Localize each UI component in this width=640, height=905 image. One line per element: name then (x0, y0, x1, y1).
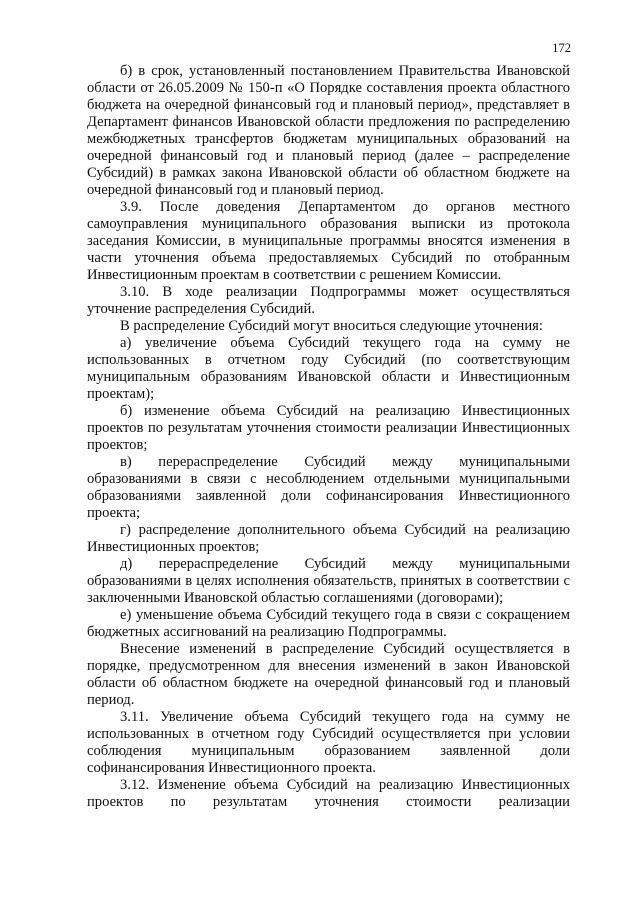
list-item-e: е) уменьшение объема Субсидий текущего года в связи с сокращением бюджетных ассигнований на реализацию Подпрограммы. (87, 607, 570, 640)
page-number: 172 (552, 41, 571, 55)
paragraph-3-11: 3.11. Увеличение объема Субсидий текущего года на сумму не использованных в отчетном году Субсидий осуществляется при условии соблюдения муниципальным образованием заявленной доли софинансирования Инвестиционного проекта. (87, 709, 570, 776)
list-item-b: б) изменение объема Субсидий на реализацию Инвестиционных проектов по результатам уточнения стоимости реализации Инвестиционных проектов; (87, 403, 570, 453)
document-body (87, 63, 570, 811)
paragraph-changes-procedure: Внесение изменений в распределение Субсидий осуществляется в порядке, предусмотренном для внесения изменений в закон Ивановской области об областном бюджете на очередной финансовый год и плановый период. (87, 641, 570, 708)
paragraph-3-10: 3.10. В ходе реализации Подпрограммы может осуществляться уточнение распределения Субсидий. (87, 284, 570, 317)
list-item-a: а) увеличение объема Субсидий текущего года на сумму не использованных в отчетном году Субсидий (по соответствующим муниципальным образованиям Ивановской области и Инвестиционным проектам); (87, 335, 570, 402)
paragraph-b-deadline: б) в срок, установленный постановлением Правительства Ивановской области от 26.05.2009 № 150-п «О Порядке составления проекта областного бюджета на очередной финансовый год и плановый период», представляет в Департамент финансов Ивановской области предложения по распределению межбюджетных трансфертов бюджетам муниципальных образований на очередной финансовый год и плановый период (далее – распределение Субсидий) в рамках закона Ивановской области об областном бюджете на очередной финансовый год и плановый период. (87, 63, 570, 198)
list-item-d: д) перераспределение Субсидий между муниципальными образованиями в целях исполнения обязательств, принятых в соответствии с заключенными Ивановской областью соглашениями (договорами); (87, 556, 570, 606)
paragraph-3-12: 3.12. Изменение объема Субсидий на реализацию Инвестиционных проектов по результатам уточнения стоимости реализации (87, 777, 570, 810)
paragraph-3-9: 3.9. После доведения Департаментом до органов местного самоуправления муниципального образования выписки из протокола заседания Комиссии, в муниципальные программы вносятся изменения в части уточнения объема предоставляемых Субсидий по отобранным Инвестиционным проектам в соответствии с решением Комиссии. (87, 199, 570, 283)
list-item-g: г) распределение дополнительного объема Субсидий на реализацию Инвестиционных проектов; (87, 522, 570, 555)
paragraph-clarifications-intro: В распределение Субсидий могут вноситься следующие уточнения: (120, 318, 543, 334)
list-item-v: в) перераспределение Субсидий между муниципальными образованиями в связи с несоблюдением отдельными муниципальными образованиями заявленной доли софинансирования Инвестиционного проекта; (87, 454, 570, 521)
